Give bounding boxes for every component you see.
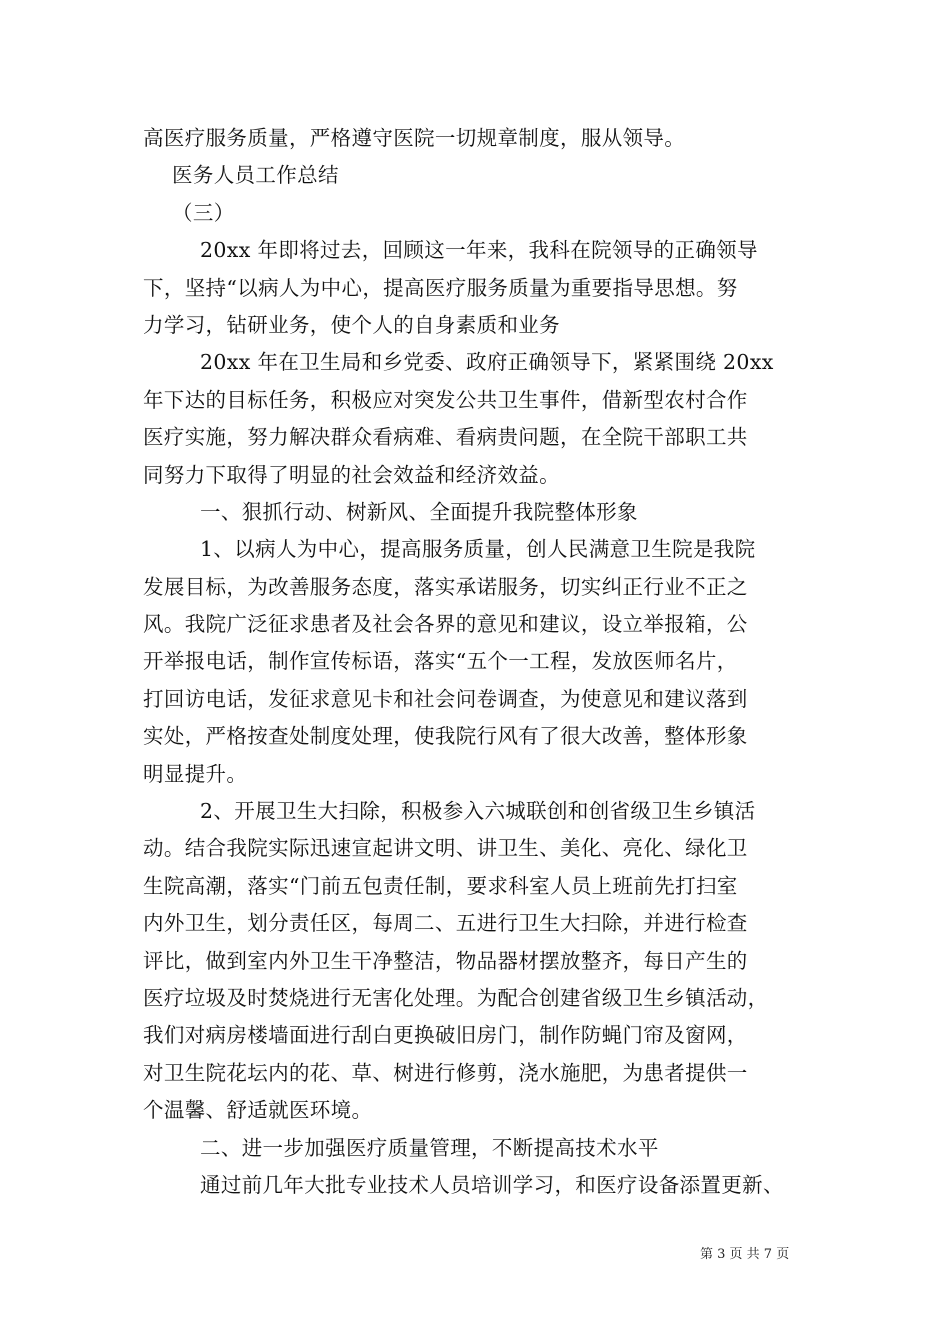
text-line: 生院高潮，落实“门前五包责任制，要求科室人员上班前先打扫室 (143, 873, 738, 898)
text-line: 我们对病房楼墙面进行刮白更换破旧房门，制作防蝇门帘及窗网， (143, 1023, 748, 1048)
text-line: 风。我院广泛征求患者及社会各界的意见和建议，设立举报箱，公 (143, 612, 748, 637)
text-line: 力学习，钻研业务，使个人的自身素质和业务 (143, 312, 560, 337)
text-line: 开举报电话，制作宣传标语，落实“五个一工程，发放医师名片， (143, 649, 738, 674)
section-heading: 一、狠抓行动、树新风、全面提升我院整体形象 (200, 499, 638, 524)
text-line: 发展目标，为改善服务态度，落实承诺服务，切实纠正行业不正之 (143, 574, 748, 599)
text-line: 实处，严格按查处制度处理，使我院行风有了很大改善，整体形象 (143, 724, 748, 749)
text-line: 医务人员工作总结 (172, 163, 339, 188)
text-line: 高医疗服务质量，严格遵守医院一切规章制度，服从领导。 (143, 126, 686, 150)
page-number: 第 3 页 共 7 页 (700, 1247, 790, 1262)
text-line: 年下达的目标任务，积极应对突发公共卫生事件，借新型农村合作 (143, 387, 748, 412)
text-line: 1、以病人为中心，提高服务质量，创人民满意卫生院是我院 (200, 537, 756, 562)
text-line: 内外卫生，划分责任区，每周二、五进行卫生大扫除，并进行检查 (143, 911, 748, 936)
text-line: 对卫生院花坛内的花、草、树进行修剪，浇水施肥，为患者提供一 (143, 1060, 748, 1085)
section-heading: 二、进一步加强医疗质量管理，不断提高技术水平 (200, 1135, 659, 1160)
text-line: 2、开展卫生大扫除，积极参入六城联创和创省级卫生乡镇活 (200, 799, 756, 824)
text-line: 打回访电话，发征求意见卡和社会问卷调查，为使意见和建议落到 (143, 686, 748, 711)
text-line: 动。结合我院实际迅速宣起讲文明、讲卫生、美化、亮化、绿化卫 (143, 836, 748, 861)
document-body (143, 120, 823, 1204)
text-line: 医疗垃圾及时焚烧进行无害化处理。为配合创建省级卫生乡镇活动， (143, 985, 769, 1010)
text-line: 医疗实施，努力解决群众看病难、看病贵问题，在全院干部职工共 (143, 425, 748, 450)
text-line: 明显提升。 (143, 761, 248, 786)
text-line: 下，坚持“以病人为中心，提高医疗服务质量为重要指导思想。努 (143, 275, 738, 300)
text-line: 同努力下取得了明显的社会效益和经济效益。 (143, 462, 560, 487)
text-line: （三） (172, 200, 235, 225)
text-line: 20xx 年即将过去，回顾这一年来，我科在院领导的正确领导 (200, 238, 758, 263)
text-line: 20xx 年在卫生局和乡党委、政府正确领导下，紧紧围绕 20xx (200, 350, 774, 375)
text-line: 通过前几年大批专业技术人员培训学习，和医疗设备添置更新、 (200, 1172, 784, 1197)
text-line: 个温馨、舒适就医环境。 (143, 1098, 373, 1123)
text-line: 评比，做到室内外卫生干净整洁，物品器材摆放整齐，每日产生的 (143, 948, 748, 973)
